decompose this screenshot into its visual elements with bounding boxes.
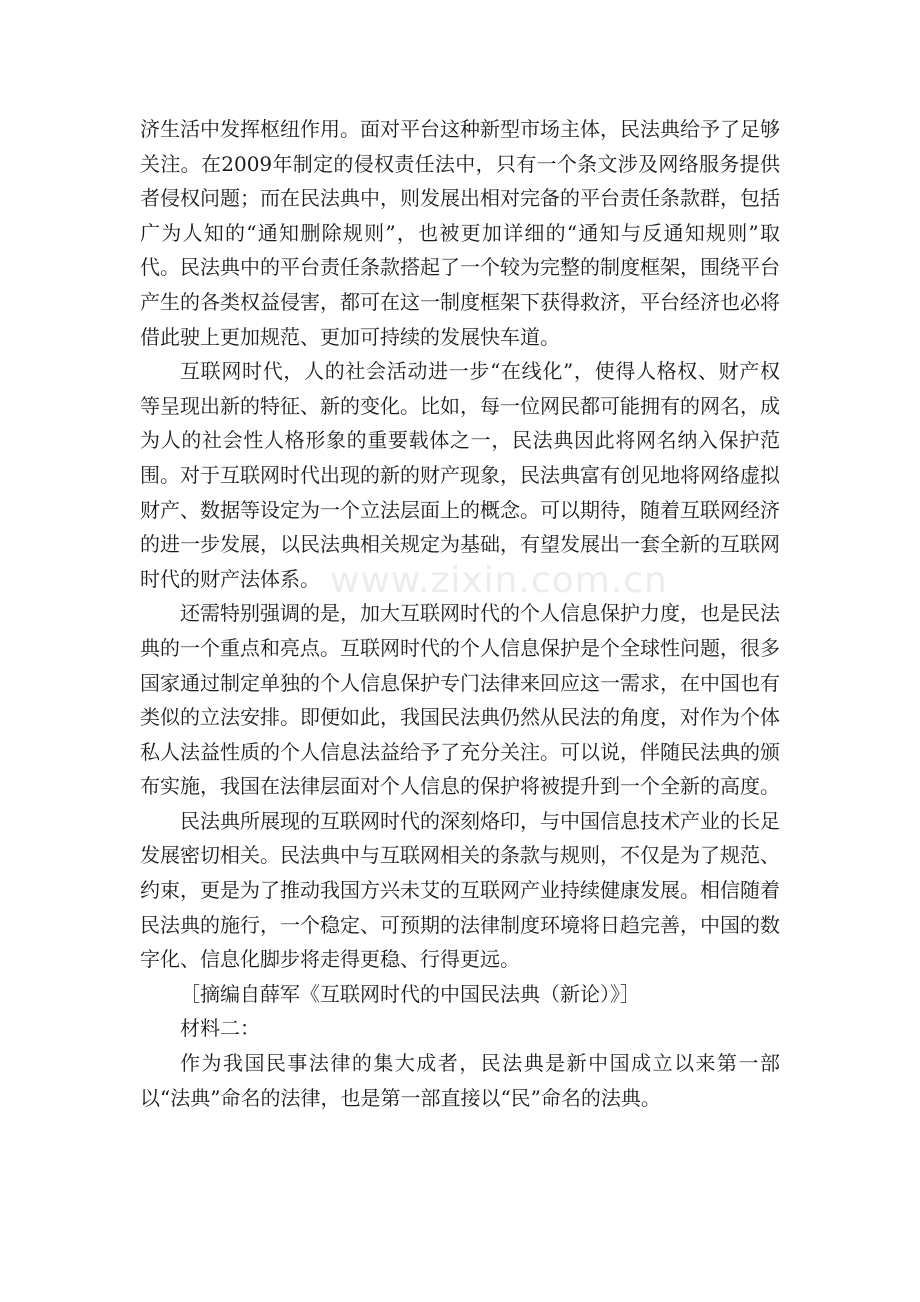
document-body [140, 112, 780, 1115]
paragraph-material-two-heading: 材料二： [180, 1016, 260, 1041]
paragraph-platform-liability: 济生活中发挥枢纽作用。面对平台这种新型市场主体，民法典给予了足够关注。在2009年制定的侵权责任法中，只有一个条文涉及网络服务提供者侵权问题；而在民法典中，则发展出相对完备的平台责任条款群，包括广为人知的“通知删除规则”，也被更加详细的“通知与反通知规则”取代。民法典中的平台责任条款搭起了一个较为完整的制度框架，围绕平台产生的各类权益侵害，都可在这一制度框架下获得救济，平台经济也必将借此驶上更加规范、更加可持续的发展快车道。 [140, 117, 780, 349]
paragraph-industry-development: 民法典所展现的互联网时代的深刻烙印，与中国信息技术产业的长足发展密切相关。民法典中与互联网相关的条款与规则，不仅是为了规范、约束，更是为了推动我国方兴未艾的互联网产业持续健康发展。相信随着民法典的施行，一个稳定、可预期的法律制度环境将日趋完善，中国的数字化、信息化脚步将走得更稳、行得更远。 [140, 808, 780, 972]
watermark-text: www.zixin.com.cn [330, 560, 668, 601]
paragraph-source-citation: ［摘编自薛军《互联网时代的中国民法典（新论）》］ [180, 981, 640, 1006]
paragraph-personal-information: 还需特别强调的是，加大互联网时代的个人信息保护力度，也是民法典的一个重点和亮点。互联网时代的个人信息保护是个全球性问题，很多国家通过制定单独的个人信息保护专门法律来回应这一需求，在中国也有类似的立法安排。即便如此，我国民法典仍然从民法的角度，对作为个体私人法益性质的个人信息法益给予了充分关注。可以说，伴随民法典的颁布实施，我国在法律层面对个人信息的保护将被提升到一个全新的高度。 [140, 601, 780, 799]
paragraph-material-two-intro: 作为我国民事法律的集大成者，民法典是新中国成立以来第一部以“法典”命名的法律，也是第一部直接以“民”命名的法典。 [140, 1051, 780, 1110]
paragraph-personality-property-rights: 互联网时代，人的社会活动进一步“在线化”，使得人格权、财产权等呈现出新的特征、新的变化。比如，每一位网民都可能拥有的网名，成为人的社会性人格形象的重要载体之一，民法典因此将网名纳入保护范围。对于互联网时代出现的新的财产现象，民法典富有创见地将网络虚拟财产、数据等设定为一个立法层面上的概念。可以期待，随着互联网经济的进一步发展，以民法典相关规定为基础，有望发展出一套全新的互联网时代的财产法体系。 [140, 359, 780, 591]
